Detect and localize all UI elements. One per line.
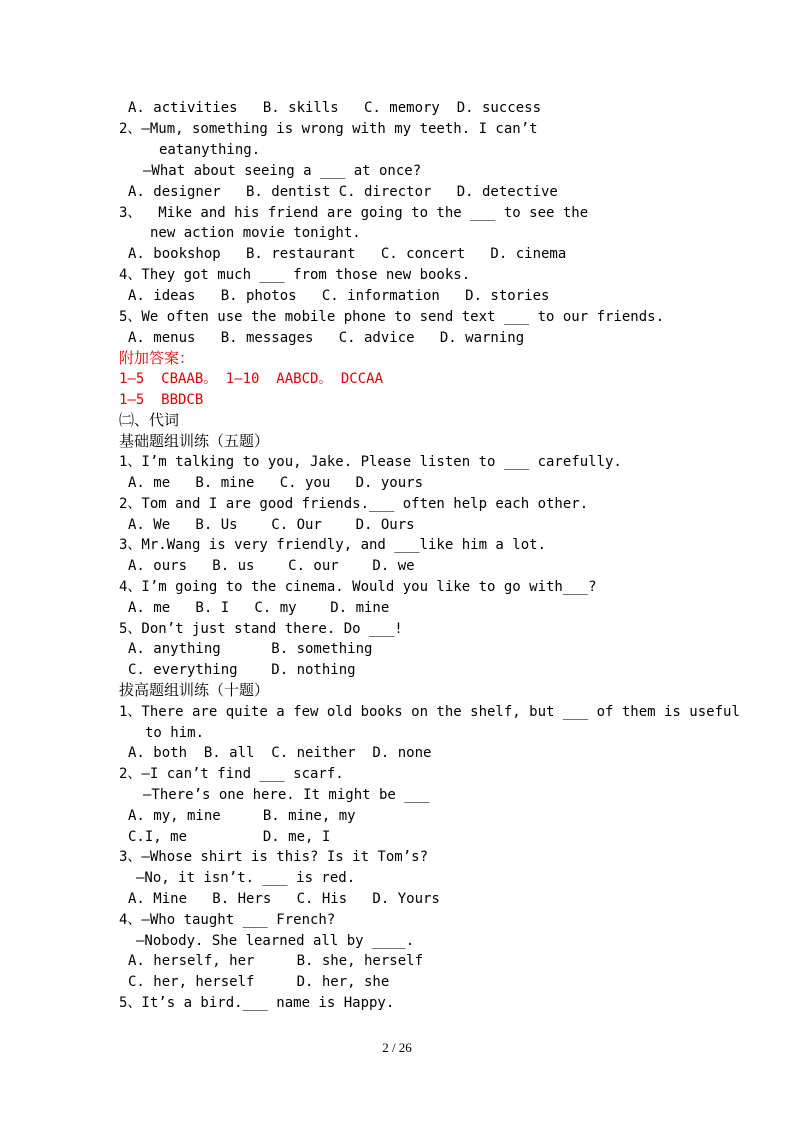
answer-heading: 附加答案： xyxy=(119,349,195,367)
basic-q2-question: 2、Tom and I are good friends.___ often help each other. xyxy=(119,496,589,512)
basic-q4-options: A. me B. I C. my D. mine xyxy=(128,600,390,616)
adv-q2-options-2: C.I, me D. me, I xyxy=(128,829,331,845)
q3-options: A. bookshop B. restaurant C. concert D. cinema xyxy=(128,246,567,262)
page-number: 2 / 26 xyxy=(382,1040,412,1055)
adv-q4-options-2: C. her, herself D. her, she xyxy=(128,974,390,990)
adv-q1-options: A. both B. all C. neither D. none xyxy=(128,745,432,761)
adv-q1-question: 1、There are quite a few old books on the shelf, but ___ of them is useful xyxy=(119,704,740,720)
basic-q1-options: A. me B. mine C. you D. yours xyxy=(128,475,424,491)
q5-question: 5、We often use the mobile phone to send text ___ to our friends. xyxy=(119,309,665,325)
basic-q5-options-2: C. everything D. nothing xyxy=(128,662,356,678)
adv-q1-question-cont: to him. xyxy=(145,725,205,741)
adv-q3-response: —No, it isn’t. ___ is red. xyxy=(136,870,356,886)
q2-question: 2、—Mum, something is wrong with my teeth. I can’t xyxy=(119,121,538,137)
q2-response: —What about seeing a ___ at once? xyxy=(143,163,422,179)
q5-options: A. menus B. messages C. advice D. warning xyxy=(128,330,525,346)
basic-q5-question: 5、Don’t just stand there. Do ___! xyxy=(119,621,403,637)
answer-line-2: 1—5 BBDCB xyxy=(119,392,204,408)
adv-q2-options-1: A. my, mine B. mine, my xyxy=(128,808,356,824)
adv-q3-question: 3、—Whose shirt is this? Is it Tom’s? xyxy=(119,849,429,865)
basic-q5-options-1: A. anything B. something xyxy=(128,641,373,657)
basic-q1-question: 1、I’m talking to you, Jake. Please listen to ___ carefully. xyxy=(119,454,622,470)
q1-options: A. activities B. skills C. memory D. success xyxy=(128,100,542,116)
adv-q5-question: 5、It’s a bird.___ name is Happy. xyxy=(119,995,395,1011)
q2-question-cont: eatanything. xyxy=(159,142,261,158)
adv-q4-question: 4、—Who taught ___ French? xyxy=(119,912,336,928)
adv-q2-question: 2、—I can’t find ___ scarf. xyxy=(119,766,344,782)
adv-q3-options: A. Mine B. Hers C. His D. Yours xyxy=(128,891,440,907)
q3-question-cont: new action movie tonight. xyxy=(150,225,361,241)
basic-q4-question: 4、I’m going to the cinema. Would you like to go with___? xyxy=(119,579,597,595)
basic-q2-options: A. We B. Us C. Our D. Ours xyxy=(128,517,415,533)
basic-q3-options: A. ours B. us C. our D. we xyxy=(128,558,415,574)
basic-group-heading: 基础题组训练（五题） xyxy=(119,432,270,450)
q4-question: 4、They got much ___ from those new books. xyxy=(119,267,471,283)
q2-options: A. designer B. dentist C. director D. detective xyxy=(128,184,558,200)
answer-line-1: 1—5 CBAAB。 1—10 AABCD。 DCCAA xyxy=(119,371,384,387)
advanced-group-heading: 拔高题组训练（十题） xyxy=(119,681,270,699)
q3-question: 3、 Mike and his friend are going to the ___ to see the xyxy=(119,205,589,221)
basic-q3-question: 3、Mr.Wang is very friendly, and ___like him a lot. xyxy=(119,537,547,553)
adv-q4-options-1: A. herself, her B. she, herself xyxy=(128,953,424,969)
adv-q2-response: —There’s one here. It might be ___ xyxy=(143,787,430,803)
adv-q4-response: —Nobody. She learned all by ____. xyxy=(136,933,415,949)
section-title-pronouns: ㈡、代词 xyxy=(119,411,180,429)
q4-options: A. ideas B. photos C. information D. stories xyxy=(128,288,550,304)
